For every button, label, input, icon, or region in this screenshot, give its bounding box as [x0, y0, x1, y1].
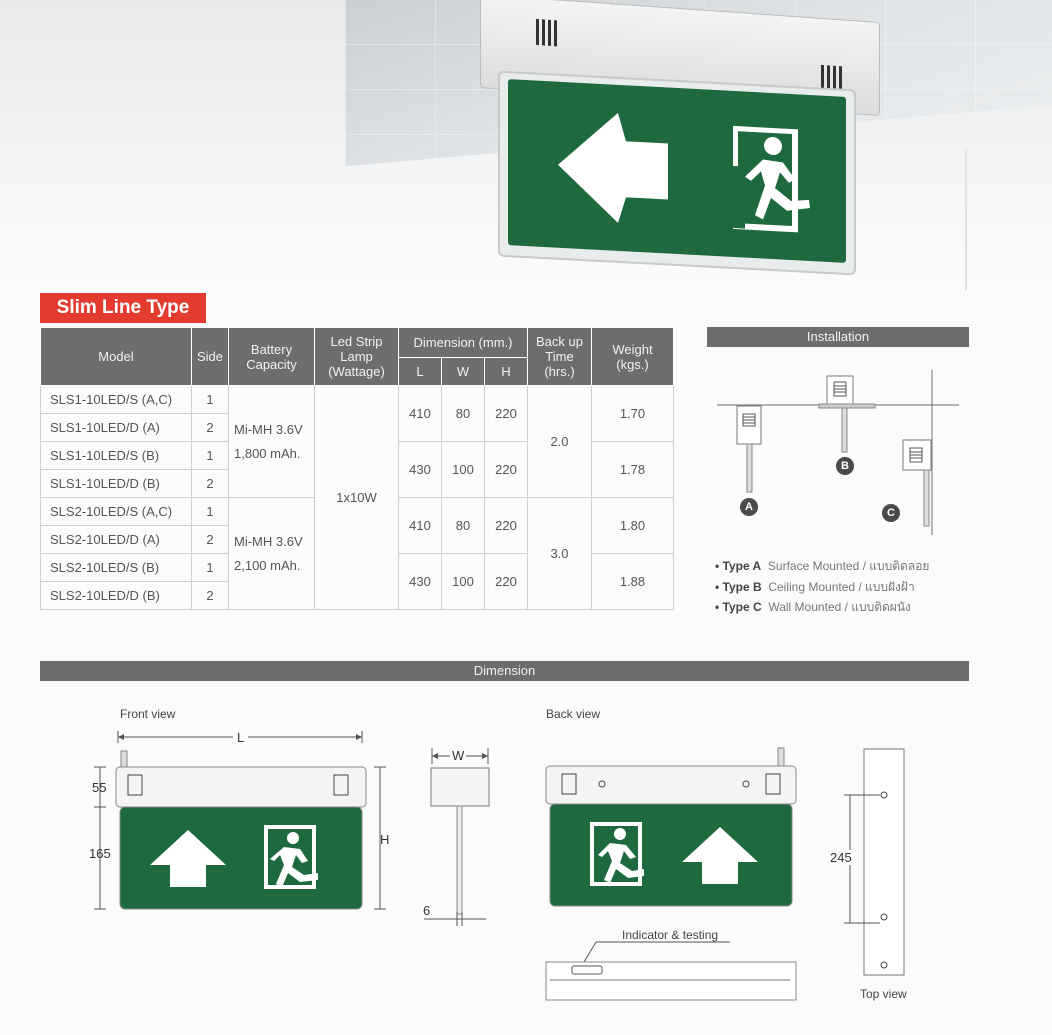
- side-view-drawing: [420, 742, 500, 932]
- cell-side: 2: [192, 414, 229, 442]
- back-view-label: Back view: [546, 707, 601, 721]
- type-name: • Type C: [715, 600, 762, 614]
- label-b: B: [836, 457, 854, 475]
- type-b-item: [715, 577, 929, 598]
- cell-dim-h: 220: [485, 554, 528, 610]
- col-header-model: Model: [41, 328, 192, 386]
- cell-dim-l: 410: [399, 386, 442, 442]
- cell-side: 1: [192, 442, 229, 470]
- cell-weight: 1.80: [592, 498, 674, 554]
- cell-weight: 1.70: [592, 386, 674, 442]
- cell-model: SLS1-10LED/D (B): [41, 470, 192, 498]
- label-c: C: [882, 504, 900, 522]
- type-desc: Wall Mounted / แบบติดผนัง: [768, 600, 911, 614]
- col-header-weight: Weight (kgs.): [592, 328, 674, 386]
- back-view-drawing: [540, 742, 800, 912]
- type-c-item: [715, 597, 929, 618]
- dim-l: L: [233, 730, 248, 745]
- dim-165: 165: [89, 846, 111, 861]
- cell-weight: 1.88: [592, 554, 674, 610]
- cell-side: 1: [192, 498, 229, 526]
- type-a-item: [715, 556, 929, 577]
- col-header-h: H: [485, 358, 528, 386]
- cell-lamp: 1x10W: [315, 386, 399, 610]
- dim-h: H: [380, 832, 390, 847]
- cell-model: SLS2-10LED/S (B): [41, 554, 192, 582]
- dim-55: 55: [92, 780, 107, 795]
- spec-table: [40, 327, 674, 610]
- table-row: [41, 386, 674, 414]
- cell-dim-l: 430: [399, 554, 442, 610]
- bottom-view-drawing: [540, 930, 802, 1006]
- cell-backup: 3.0: [528, 498, 592, 610]
- running-man-icon: [733, 126, 823, 241]
- indicator-label: Indicator & testing: [622, 928, 719, 942]
- col-header-side: Side: [192, 328, 229, 386]
- cell-model: SLS2-10LED/D (A): [41, 526, 192, 554]
- cell-side: 2: [192, 470, 229, 498]
- cell-dim-h: 220: [485, 442, 528, 498]
- cell-battery: Mi-MH 3.6V 2,100 mAh.: [229, 498, 315, 610]
- cell-model: SLS2-10LED/D (B): [41, 582, 192, 610]
- type-desc: Surface Mounted / แบบติดลอย: [767, 559, 930, 573]
- wall-edge: [965, 150, 967, 290]
- top-view-label: Top view: [860, 987, 907, 1001]
- cell-dim-w: 100: [442, 554, 485, 610]
- front-view-drawing: [88, 725, 408, 925]
- front-view-label: Front view: [120, 707, 176, 721]
- vent-icon: [536, 19, 560, 47]
- cell-model: SLS1-10LED/D (A): [41, 414, 192, 442]
- installation-types: [715, 556, 929, 618]
- cell-dim-w: 80: [442, 386, 485, 442]
- top-view-drawing: [828, 745, 918, 985]
- cell-side: 2: [192, 526, 229, 554]
- dim-w: W: [452, 748, 465, 763]
- col-header-w: W: [442, 358, 485, 386]
- cell-dim-l: 430: [399, 442, 442, 498]
- col-header-battery: Battery Capacity: [229, 328, 315, 386]
- col-header-lamp: Led Strip Lamp (Wattage): [315, 328, 399, 386]
- cell-backup: 2.0: [528, 386, 592, 498]
- type-name: • Type B: [715, 579, 762, 594]
- col-header-l: L: [399, 358, 442, 386]
- dimension-header: Dimension: [40, 661, 969, 681]
- cell-dim-h: 220: [485, 498, 528, 554]
- cell-model: SLS2-10LED/S (A,C): [41, 498, 192, 526]
- dim-245: 245: [830, 850, 852, 865]
- exit-sign: [508, 79, 846, 263]
- cell-side: 1: [192, 386, 229, 414]
- dim-6: 6: [423, 903, 431, 918]
- cell-side: 1: [192, 554, 229, 582]
- label-a: A: [740, 498, 758, 516]
- cell-dim-h: 220: [485, 386, 528, 442]
- cell-dim-w: 100: [442, 442, 485, 498]
- cell-dim-w: 80: [442, 498, 485, 554]
- page-title: Slim Line Type: [40, 293, 206, 323]
- type-name: • Type A: [715, 559, 762, 573]
- cell-battery: Mi-MH 3.6V 1,800 mAh.: [229, 386, 315, 498]
- cell-side: 2: [192, 582, 229, 610]
- type-desc: Ceiling Mounted / แบบฝังฝ้า: [768, 579, 915, 594]
- installation-header: Installation: [707, 327, 969, 347]
- cell-model: SLS1-10LED/S (B): [41, 442, 192, 470]
- cell-model: SLS1-10LED/S (A,C): [41, 386, 192, 414]
- cell-dim-l: 410: [399, 498, 442, 554]
- cell-weight: 1.78: [592, 442, 674, 498]
- col-header-backup: Back up Time (hrs.): [528, 328, 592, 386]
- col-header-dimension: Dimension (mm.): [399, 328, 528, 358]
